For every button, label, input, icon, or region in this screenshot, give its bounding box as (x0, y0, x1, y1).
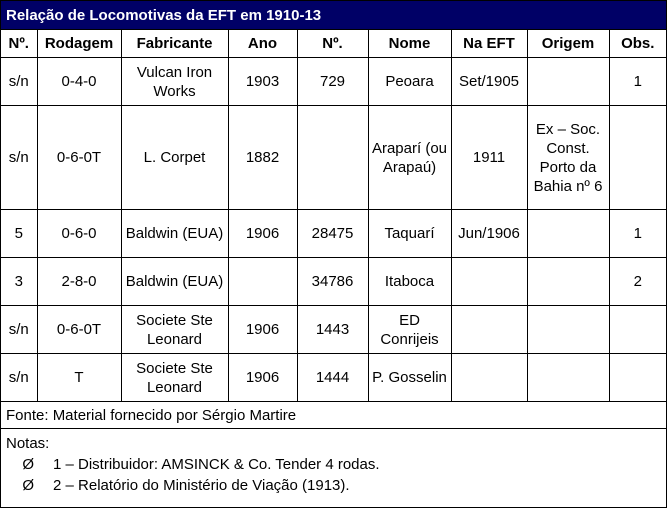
bullet-icon: Ø (22, 456, 34, 473)
cell-ano: 1906 (228, 210, 297, 258)
cell-nome: Taquarí (368, 210, 451, 258)
cell-numero: s/n (1, 306, 37, 354)
notes-heading: Notas: (6, 435, 50, 452)
cell-obs (609, 106, 666, 210)
source-note: Fonte: Material fornecido por Sérgio Martire (1, 402, 666, 429)
header-rodagem: Rodagem (37, 30, 121, 58)
cell-na-eft: Jun/1906 (451, 210, 527, 258)
cell-na-eft: 1911 (451, 106, 527, 210)
cell-fabricante: Societe Ste Leonard (121, 354, 228, 402)
cell-obs (609, 354, 666, 402)
table-row (1, 354, 666, 402)
cell-fabricante: Baldwin (EUA) (121, 210, 228, 258)
cell-ano (228, 258, 297, 306)
cell-fabricante: Societe Ste Leonard (121, 306, 228, 354)
note-text: 2 – Relatório do Ministério de Viação (1913). (53, 477, 350, 494)
cell-nome: ED Conrijeis (368, 306, 451, 354)
bullet-icon: Ø (22, 477, 34, 494)
locomotive-table (1, 30, 666, 402)
table-title: Relação de Locomotivas da EFT em 1910-13 (1, 1, 666, 30)
cell-origem (527, 210, 609, 258)
cell-rodagem: T (37, 354, 121, 402)
header-na-eft: Na EFT (451, 30, 527, 58)
cell-rodagem: 2-8-0 (37, 258, 121, 306)
cell-numero: 3 (1, 258, 37, 306)
cell-obs: 2 (609, 258, 666, 306)
cell-serial: 1444 (297, 354, 368, 402)
header-origem: Origem (527, 30, 609, 58)
cell-numero: s/n (1, 106, 37, 210)
note-item (6, 475, 666, 496)
cell-numero: s/n (1, 58, 37, 106)
cell-na-eft (451, 258, 527, 306)
cell-rodagem: 0-6-0T (37, 306, 121, 354)
cell-origem (527, 354, 609, 402)
cell-rodagem: 0-6-0 (37, 210, 121, 258)
cell-origem (527, 306, 609, 354)
cell-serial: 1443 (297, 306, 368, 354)
cell-ano: 1906 (228, 354, 297, 402)
cell-origem (527, 58, 609, 106)
cell-ano: 1906 (228, 306, 297, 354)
header-fabricante: Fabricante (121, 30, 228, 58)
cell-fabricante: Baldwin (EUA) (121, 258, 228, 306)
cell-na-eft: Set/1905 (451, 58, 527, 106)
cell-numero: s/n (1, 354, 37, 402)
cell-ano: 1903 (228, 58, 297, 106)
header-obs: Obs. (609, 30, 666, 58)
table-row (1, 258, 666, 306)
cell-nome: Itaboca (368, 258, 451, 306)
cell-serial: 34786 (297, 258, 368, 306)
cell-obs: 1 (609, 58, 666, 106)
cell-origem (527, 258, 609, 306)
cell-fabricante: Vulcan Iron Works (121, 58, 228, 106)
table-row (1, 306, 666, 354)
notes-section (1, 429, 666, 496)
header-serial: Nº. (297, 30, 368, 58)
cell-rodagem: 0-6-0T (37, 106, 121, 210)
cell-serial: 729 (297, 58, 368, 106)
header-numero: Nº. (1, 30, 37, 58)
note-item (6, 454, 666, 475)
cell-ano: 1882 (228, 106, 297, 210)
cell-numero: 5 (1, 210, 37, 258)
table-row (1, 106, 666, 210)
cell-na-eft (451, 306, 527, 354)
note-text: 1 – Distribuidor: AMSINCK & Co. Tender 4 rodas. (53, 456, 380, 473)
header-nome: Nome (368, 30, 451, 58)
cell-na-eft (451, 354, 527, 402)
cell-obs: 1 (609, 210, 666, 258)
cell-nome: P. Gosselin (368, 354, 451, 402)
cell-nome: Araparí (ou Arapaú) (368, 106, 451, 210)
cell-fabricante: L. Corpet (121, 106, 228, 210)
header-row (1, 30, 666, 58)
table-row (1, 210, 666, 258)
cell-obs (609, 306, 666, 354)
header-ano: Ano (228, 30, 297, 58)
cell-serial: 28475 (297, 210, 368, 258)
cell-serial (297, 106, 368, 210)
cell-nome: Peoara (368, 58, 451, 106)
cell-rodagem: 0-4-0 (37, 58, 121, 106)
table-row (1, 58, 666, 106)
cell-origem: Ex – Soc. Const. Porto da Bahia nº 6 (527, 106, 609, 210)
